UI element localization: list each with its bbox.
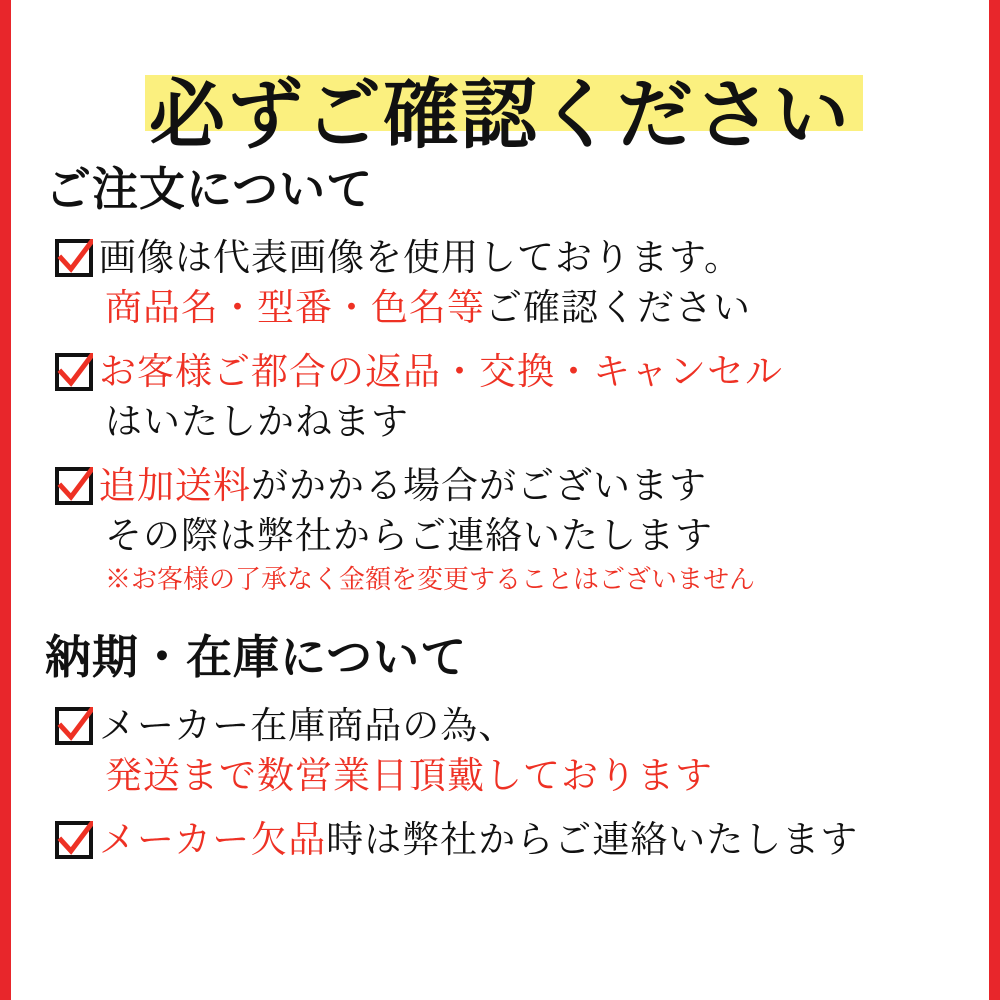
page-title-block: [11, 32, 989, 159]
section-heading: 納期・在庫について: [45, 630, 468, 684]
sections-container: [11, 153, 989, 865]
notice-line: [99, 397, 989, 447]
checkbox-checked-icon: [55, 239, 93, 277]
notice-line: [99, 815, 989, 865]
page-title: 必ずご確認ください: [149, 70, 851, 159]
notice-item: [55, 815, 989, 865]
body-text: ご確認ください: [485, 286, 751, 329]
notice-line: [99, 751, 989, 801]
emphasis-text: 商品名・型番・色名等: [105, 286, 485, 329]
notice-footnote: ※お客様の了承なく金額を変更することはございません: [105, 565, 756, 595]
notice-item-text: [99, 815, 989, 865]
decorative-left-red-bar: [0, 0, 11, 1000]
body-text: 時は弊社からご連絡いたします: [326, 818, 859, 861]
notice-item-text: [99, 701, 989, 801]
checkbox-checked-icon: [55, 353, 93, 391]
notice-item: [55, 233, 989, 333]
notice-line: [99, 283, 989, 333]
checkbox-checked-icon: [55, 467, 93, 505]
emphasis-text: 追加送料: [99, 464, 251, 507]
notice-line: [99, 347, 989, 397]
emphasis-text: 発送まで数営業日頂戴しております: [105, 754, 713, 797]
body-text: メーカー在庫商品の為、: [99, 704, 517, 747]
body-text: その際は弊社からご連絡いたします: [105, 514, 713, 557]
body-text: はいたしかねます: [105, 400, 409, 443]
notice-item: [55, 701, 989, 801]
notice-page: [11, 0, 989, 1000]
section-1: [11, 153, 989, 599]
notice-item-text: [99, 461, 989, 599]
notice-item: [55, 347, 989, 447]
notice-item-text: [99, 347, 989, 447]
emphasis-text: お客様ご都合の返品・交換・キャンセル: [99, 350, 783, 393]
notice-item: [55, 461, 989, 599]
body-text: がかかる場合がございます: [251, 464, 707, 507]
section-2: [11, 621, 989, 865]
body-text: 画像は代表画像を使用しております。: [99, 236, 743, 279]
checkbox-checked-icon: [55, 821, 93, 859]
emphasis-text: メーカー欠品: [99, 818, 327, 861]
decorative-right-red-bar: [989, 0, 1000, 1000]
checkbox-checked-icon: [55, 707, 93, 745]
notice-line: [99, 701, 989, 751]
notice-line: [99, 233, 989, 283]
notice-line: [99, 461, 989, 511]
notice-line: [99, 511, 989, 561]
notice-item-text: [99, 233, 989, 333]
section-heading: ご注文について: [45, 162, 374, 216]
